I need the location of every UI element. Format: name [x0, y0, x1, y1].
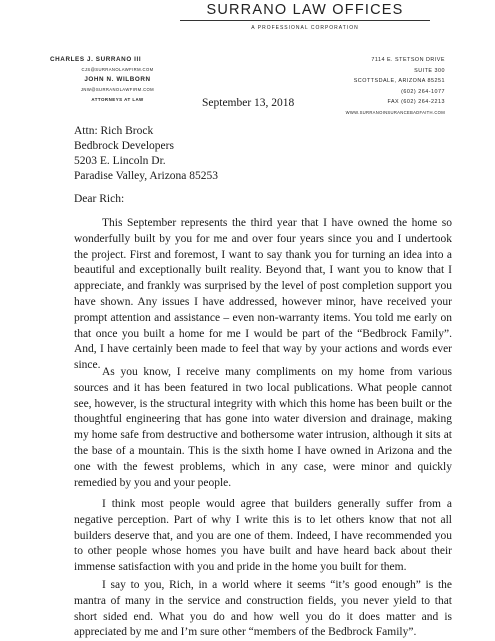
- firm-subtitle: A PROFESSIONAL CORPORATION: [251, 25, 359, 31]
- attorney-email-1: CJS@SURRANOLAWFIRM.COM: [81, 67, 154, 72]
- letter-date: September 13, 2018: [202, 97, 295, 109]
- office-website: WWW.SURRANOINSURANCEBADFAITH.COM: [345, 109, 445, 115]
- body-paragraph-3: I think most people would agree that builders generally suffer from a negative perception. Part of why I write this is to let others know that not all builders deserve that, and you are one of them. Indeed, I have recommended you to other people whose homes you have built and have heard back about their immense satisfaction with you and pride in the home you built for them.: [74, 498, 452, 574]
- recipient-company: Bedbrock Developers: [74, 140, 174, 152]
- office-city: SCOTTSDALE, ARIZONA 85251: [353, 78, 445, 84]
- body-paragraph-1: This September represents the third year that I have owned the home so wonderfully built by you for me and over four years since you and I undertook the project. First and foremost, I want to say thank you for turning an idea into a beautiful and exceptionally built reality. Beyond that, I want you to know that I appreciate, and frankly was surprised by the level of post completion support you have shown. Any issues I have addressed, however minor, have received your prompt attention and assistance – even non-warranty items. You told me early on that once you built a home for me I would be part of the “Bedbrock Family”. And, I have certainly been made to feel that way by your actions and words ever since.: [74, 217, 452, 372]
- firm-name-rule: [180, 20, 430, 21]
- attorney-name-2: JOHN N. WILBORN: [84, 76, 151, 83]
- office-phone: (602) 264-1077: [401, 88, 445, 95]
- recipient-city: Paradise Valley, Arizona 85253: [74, 170, 219, 182]
- letterhead: [0, 0, 495, 115]
- attorney-email-2: JNW@SURRANOLAWFIRM.COM: [80, 87, 155, 92]
- contact-block: [320, 55, 445, 118]
- attorney-block: [50, 55, 185, 105]
- salutation: Dear Rich:: [74, 193, 125, 205]
- attorney-name-1: CHARLES J. SURRANO III: [50, 56, 142, 63]
- recipient-address: [74, 124, 218, 184]
- body-paragraph-4: I say to you, Rich, in a world where it seems “it’s good enough” is the mantra of many in the service and construction fields, you never yield to that short sided end. What you do and how well you do it does matter and is appreciated by me and I’m sure other “members of the Bedbrock Family”.: [74, 579, 452, 639]
- office-fax: FAX (602) 264-2213: [387, 99, 445, 105]
- body-paragraph-2: As you know, I receive many compliments on my home from various sources and it has been featured in two local publications. What people cannot see, however, is the structural integrity with which this home has been built or the thoughtful engineering that has gone into water diversion and drainage, making my home safe from destructive and bothersome water intrusion, although it sits at the base of a mountain. This is the sixth home I have owned in Arizona and the one with the fewest problems, which in any case, were minor and quickly remedied by you and your people.: [74, 366, 452, 489]
- office-street: 7114 E. STETSON DRIVE: [371, 57, 445, 63]
- recipient-street: 5203 E. Lincoln Dr.: [74, 155, 166, 167]
- attorneys-label: ATTORNEYS AT LAW: [91, 97, 144, 102]
- office-suite: SUITE 300: [414, 67, 445, 74]
- firm-name: SURRANO LAW OFFICES: [206, 2, 404, 18]
- recipient-attn: Attn: Rich Brock: [74, 125, 154, 137]
